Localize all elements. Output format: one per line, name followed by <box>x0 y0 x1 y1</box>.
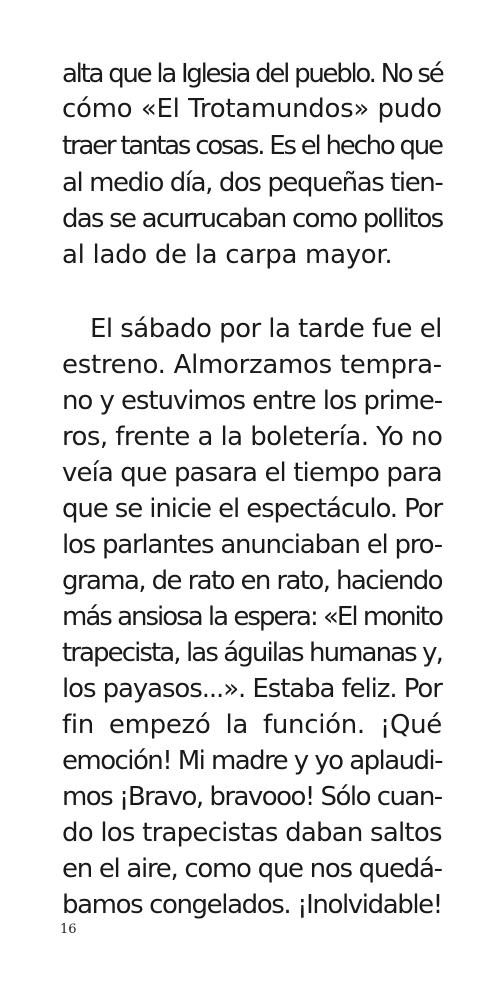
text-line: alta que la Iglesia del pueblo. No sé <box>62 59 443 89</box>
text-line: más ansiosa la espera: «El monito <box>62 602 442 632</box>
text-line: bamos congelados. ¡Inolvidable! <box>62 890 442 920</box>
page-number: 16 <box>60 922 77 937</box>
text-line: los payasos...». Estaba feliz. Por <box>62 674 442 704</box>
text-line: al medio día, dos pequeñas tien- <box>62 168 443 198</box>
text-line: ros, frente a la boletería. Yo no <box>62 422 443 452</box>
text-line: en el aire, como que nos quedá- <box>62 854 442 884</box>
text-line: veía que pasara el tiempo para <box>62 458 442 488</box>
text-line: estreno. Almorzamos tempra- <box>62 350 442 380</box>
text-line: los parlantes anunciaban el pro- <box>62 530 442 560</box>
text-line: al lado de la carpa mayor. <box>62 240 393 270</box>
text-line: trapecista, las águilas humanas y, <box>62 638 442 668</box>
text-line: cómo «El Trotamundos» pudo <box>62 94 442 124</box>
text-line: El sábado por la tarde fue el <box>90 314 442 344</box>
text-line: grama, de rato en rato, haciendo <box>62 566 442 596</box>
text-line: do los trapecistas daban saltos <box>62 818 442 848</box>
text-line: traer tantas cosas. Es el hecho que <box>62 131 442 161</box>
text-line: fin empezó la función. ¡Qué <box>62 710 442 740</box>
text-line: no y estuvimos entre los prime- <box>62 386 443 416</box>
text-line: que se inicie el espectáculo. Por <box>62 494 443 524</box>
text-line: emoción! Mi madre y yo aplaudi- <box>62 746 442 776</box>
text-line: das se acurrucaban como pollitos <box>62 204 443 234</box>
text-line: mos ¡Bravo, bravooo! Sólo cuan- <box>62 782 442 812</box>
